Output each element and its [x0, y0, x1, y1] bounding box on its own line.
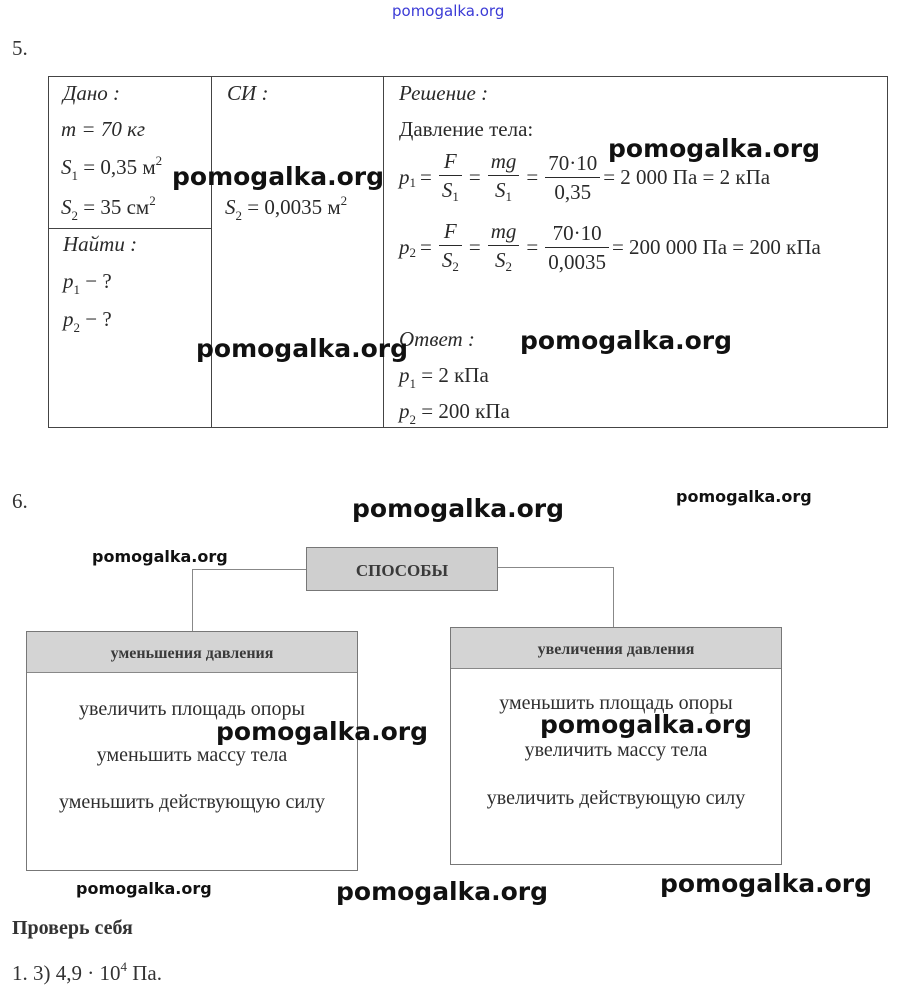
watermark: pomogalka.org — [660, 869, 873, 898]
watermark: pomogalka.org — [676, 487, 812, 506]
table-divider-given — [211, 77, 212, 427]
connector-left-v — [192, 569, 193, 631]
connector-left-h — [192, 569, 306, 570]
watermark: pomogalka.org — [216, 717, 429, 746]
solution-header: Решение : — [399, 81, 489, 105]
formula-p2: p 2 = $\frac{F}{S2}$ = $\frac{mg}{S2}$ = $\frac{70\cdot 10}{0,0035}$ = 200 000 Па = 200 кПа — [399, 219, 821, 274]
find-p1: $p_1$ − ? — [63, 269, 112, 297]
decrease-pressure-panel — [26, 631, 358, 871]
check-yourself-title: Проверь себя — [12, 917, 133, 939]
watermark: pomogalka.org — [520, 326, 733, 355]
find-p2: $p_2$ − ? — [63, 307, 112, 335]
increase-item-1: уменьшить площадь опоры — [499, 692, 733, 714]
watermark: pomogalka.org — [352, 494, 565, 523]
fraction-f-s2: $\frac{F}{S2}$ — [439, 219, 462, 275]
increase-item-3: увеличить действующую силу — [486, 787, 746, 809]
watermark: pomogalka.org — [196, 334, 409, 363]
watermark: pomogalka.org — [336, 877, 549, 906]
watermark: pomogalka.org — [608, 134, 821, 163]
watermark: pomogalka.org — [540, 710, 753, 739]
answer-header: Ответ : — [399, 327, 475, 351]
fraction-f-s1: $\frac{F}{S1}$ — [439, 149, 462, 205]
find-header: Найти : — [63, 232, 138, 256]
watermark: pomogalka.org — [172, 162, 385, 191]
increase-pressure-title: увеличения давления — [451, 628, 781, 669]
formula-p1: p 1 = $\frac{F}{S1}$ = $\frac{mg}{S1}$ = $\frac{70\cdot 10}{0,35}$ = 2 000 Па = 2 кПа — [399, 149, 771, 204]
given-header: Дано : — [63, 81, 121, 105]
fraction-values-2: $\frac{70\cdot 10}{0,0035}$ — [545, 221, 609, 274]
increase-pressure-panel — [450, 627, 782, 865]
fraction-mg-s1: $\frac{mg}{S1}$ — [488, 149, 520, 205]
connector-right-h — [498, 567, 614, 568]
increase-item-2: увеличить массу тела — [524, 739, 708, 761]
site-watermark-top[interactable]: pomogalka.org — [392, 2, 505, 20]
task5-number: 5. — [12, 36, 28, 60]
answer-p2: $p_2 = 200$ кПа — [399, 399, 510, 427]
table-divider-find — [49, 228, 211, 229]
given-s1: $S_1 = 0,35$ $м^2$ — [61, 153, 163, 183]
given-mass: m = 70 кг — [61, 117, 146, 141]
connector-right-v — [613, 567, 614, 627]
check-answer-1: 1. 3) $4,9 \cdot 10^4$ Па. — [12, 959, 162, 985]
fraction-mg-s2: $\frac{mg}{S2}$ — [488, 219, 520, 275]
decrease-item-3: уменьшить действующую силу — [58, 791, 326, 813]
si-header: СИ : — [227, 81, 269, 105]
given-s2: $S_2 = 35$ $см^2$ — [61, 193, 156, 223]
si-s2: $S_2 = 0,0035$ $м^2$ — [225, 193, 348, 223]
task5-table — [48, 76, 888, 428]
decrease-item-1: увеличить площадь опоры — [79, 698, 305, 720]
watermark: pomogalka.org — [92, 547, 228, 566]
decrease-pressure-title: уменьшения давления — [27, 632, 357, 673]
task6-number: 6. — [12, 489, 28, 513]
decrease-item-2: уменьшить массу тела — [96, 744, 288, 766]
answer-p1: $p_1 = 2$ кПа — [399, 363, 489, 391]
watermark: pomogalka.org — [76, 879, 212, 898]
methods-root-box: СПОСОБЫ — [306, 547, 498, 591]
solution-intro: Давление тела: — [399, 117, 534, 141]
fraction-values-1: $\frac{70\cdot 10}{0,35}$ — [545, 151, 600, 204]
table-divider-si — [383, 77, 384, 427]
